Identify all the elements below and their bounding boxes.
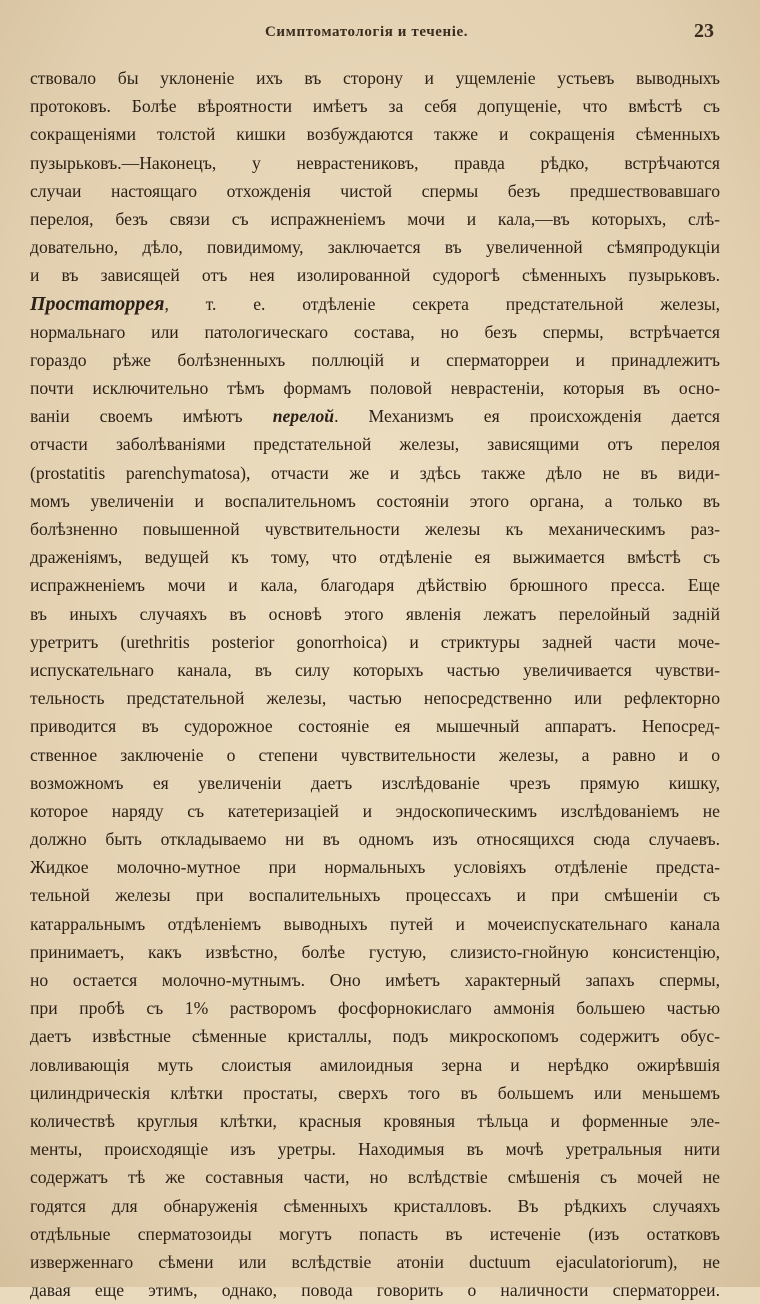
line-text: сокращеніями толстой кишки возбуждаются также и сокращенія сѣменныхъ — [30, 124, 720, 145]
line-text: испражненіемъ мочи и кала, благодаря дѣйствію брюшного пресса. Еще — [30, 575, 720, 596]
line-text: уретритъ (urethritis posterior gonorrhoica) и стриктуры задней части моче- — [30, 631, 720, 652]
text-line — [30, 318, 720, 346]
text-line — [30, 712, 720, 740]
text-line — [30, 994, 720, 1022]
line-text: ственное заключеніе о степени чувствительности железы, а равно и о — [30, 744, 720, 765]
text-line — [30, 656, 720, 684]
body-text — [30, 64, 720, 1304]
line-text: (prostatitis parenchymatosa), отчасти же и здѣсь также дѣло не въ види- — [30, 462, 720, 483]
text-line — [30, 1079, 720, 1107]
line-text: возможномъ ея увеличеніи даетъ изслѣдованіе чрезъ прямую кишку, — [30, 772, 720, 793]
line-text: случаи настоящаго отхожденія чистой спермы безъ предшествовавшаго — [30, 180, 720, 201]
section-lead-term: Простаторрея — [30, 292, 165, 315]
line-text: ваніи своемъ имѣютъ — [30, 406, 273, 427]
text-line — [30, 459, 720, 487]
text-line — [30, 374, 720, 402]
line-text: изверженнаго сѣмени или вслѣдствіе атоніи ductuum ejaculatoriorum), не — [30, 1251, 720, 1272]
line-text: болѣзненно повышенной чувствительности железы къ механическимъ раз- — [30, 519, 720, 539]
text-line — [30, 1192, 720, 1220]
text-line — [30, 1276, 720, 1304]
line-text: но остается молочно-мутнымъ. Оно имѣетъ характерный запахъ спермы, — [30, 970, 720, 990]
text-line — [30, 881, 720, 909]
text-line — [30, 205, 720, 233]
line-text: . Механизмъ ея происхожденія дается — [334, 406, 720, 427]
line-text: пузырьковъ.—Наконецъ, у неврастениковъ, правда рѣдко, встрѣчаются — [30, 152, 720, 173]
text-line — [30, 515, 720, 543]
text-line — [30, 600, 720, 628]
text-line — [30, 543, 720, 571]
line-text: протоковъ. Болѣе вѣроятности имѣетъ за себя допущеніе, что вмѣстѣ съ — [30, 96, 720, 117]
line-text: ствовало бы уклоненіе ихъ въ сторону и ущемленіе устьевъ выводныхъ — [30, 68, 720, 88]
line-text: почти исключительно тѣмъ формамъ половой неврастеніи, которыя въ осно- — [30, 378, 720, 399]
text-line — [30, 684, 720, 712]
text-line — [30, 966, 720, 994]
text-line — [30, 1220, 720, 1248]
line-text: довательно, дѣло, повидимому, заключается въ увеличенной сѣмяпродукціи — [30, 237, 720, 258]
line-text: отдѣльные сперматозоиды могутъ попасть въ истеченіе (изъ остатковъ — [30, 1223, 720, 1244]
running-head: Симптоматологія и теченіе. — [265, 24, 469, 40]
line-text: годятся для обнаруженія сѣменныхъ кристалловъ. Въ рѣдкихъ случаяхъ — [30, 1195, 720, 1216]
text-line — [30, 769, 720, 797]
text-line — [30, 910, 720, 938]
line-text: нормальнаго или патологическаго состава, но безъ спермы, встрѣчается — [30, 321, 720, 342]
text-line — [30, 346, 720, 374]
line-text: гораздо рѣже болѣзненныхъ поллюцій и сперматорреи и принадлежитъ — [30, 349, 720, 370]
text-line — [30, 64, 720, 92]
text-line — [30, 741, 720, 769]
line-text: при пробѣ съ 1% растворомъ фосфорнокислаго аммонія большею частью — [30, 998, 720, 1019]
line-text: цилиндрическія клѣтки простаты, сверхъ того въ большемъ или меньшемъ — [30, 1082, 720, 1103]
line-text: давая еще этимъ, однако, повода говорить о наличности сперматорреи. — [30, 1280, 720, 1301]
line-text: тельность предстательной железы, частью непосредственно или рефлекторно — [30, 688, 720, 709]
line-text: которое наряду съ катетеризаціей и эндоскопическимъ изслѣдованіемъ не — [30, 800, 720, 821]
text-line — [30, 402, 720, 430]
line-text: и въ зависящей отъ нея изолированной судорогѣ сѣменныхъ пузырьковъ. — [30, 265, 720, 286]
line-text: катарральнымъ отдѣленіемъ выводныхъ путей и мочеиспускательнаго канала — [30, 913, 720, 934]
text-line — [30, 177, 720, 205]
text-line — [30, 1107, 720, 1135]
text-line — [30, 233, 720, 261]
line-text: драженіямъ, ведущей къ тому, что отдѣленіе ея выжимается вмѣстѣ съ — [30, 547, 720, 568]
text-line — [30, 571, 720, 599]
text-line — [30, 430, 720, 458]
line-text: принимаетъ, какъ извѣстно, болѣе густую, слизисто-гнойную консистенцію, — [30, 941, 720, 962]
text-line — [30, 1163, 720, 1191]
text-line — [30, 938, 720, 966]
line-text: даетъ извѣстные сѣменные кристаллы, подъ микроскопомъ содержитъ обус- — [30, 1026, 720, 1047]
text-line — [30, 487, 720, 515]
line-text: перелоя, безъ связи съ испражненіемъ мочи и кала,—въ которыхъ, слѣ- — [30, 208, 720, 229]
text-line — [30, 825, 720, 853]
line-text: ловливающія муть слоистыя амилоидныя зерна и нерѣдко ожирѣвшія — [30, 1054, 720, 1075]
line-text: тельной железы при воспалительныхъ процессахъ и при смѣшеніи съ — [30, 885, 720, 906]
page-number: 23 — [694, 20, 714, 42]
line-text: отчасти заболѣваніями предстательной железы, зависящими отъ перелоя — [30, 434, 720, 455]
text-line — [30, 149, 720, 177]
text-line — [30, 120, 720, 148]
text-line — [30, 1022, 720, 1050]
text-line — [30, 290, 720, 318]
text-line — [30, 797, 720, 825]
line-text: приводится въ судорожное состояніе ея мышечный аппаратъ. Непосред- — [30, 716, 720, 737]
line-text: момъ увеличеніи и воспалительномъ состояніи этого органа, а только въ — [30, 490, 720, 511]
text-line — [30, 628, 720, 656]
text-line — [30, 853, 720, 881]
text-line — [30, 1248, 720, 1276]
line-text: Жидкое молочно-мутное при нормальныхъ условіяхъ отдѣленіе предста- — [30, 857, 720, 878]
text-line — [30, 1135, 720, 1163]
line-text: въ иныхъ случаяхъ въ основѣ этого явленія лежатъ перелойный задній — [30, 603, 720, 624]
text-line — [30, 261, 720, 289]
emphasized-term: перелой — [272, 406, 335, 427]
line-text: испускательнаго канала, въ силу которыхъ частью увеличивается чувстви- — [30, 659, 720, 680]
line-text: должно быть откладываемо ни въ одномъ изъ относящихся сюда случаевъ. — [30, 829, 720, 850]
line-text: , т. е. отдѣленіе секрета предстательной железы, — [164, 293, 720, 314]
line-text: количествѣ круглыя клѣтки, красныя кровяныя тѣльца и форменные эле- — [30, 1110, 720, 1131]
text-line — [30, 92, 720, 120]
line-text: содержатъ тѣ же составныя части, но вслѣдствіе смѣшенія съ мочей не — [30, 1167, 720, 1188]
line-text: менты, происходящіе изъ уретры. Находимыя въ мочѣ уретральныя нити — [30, 1139, 720, 1160]
page-header — [60, 22, 720, 52]
text-line — [30, 1051, 720, 1079]
